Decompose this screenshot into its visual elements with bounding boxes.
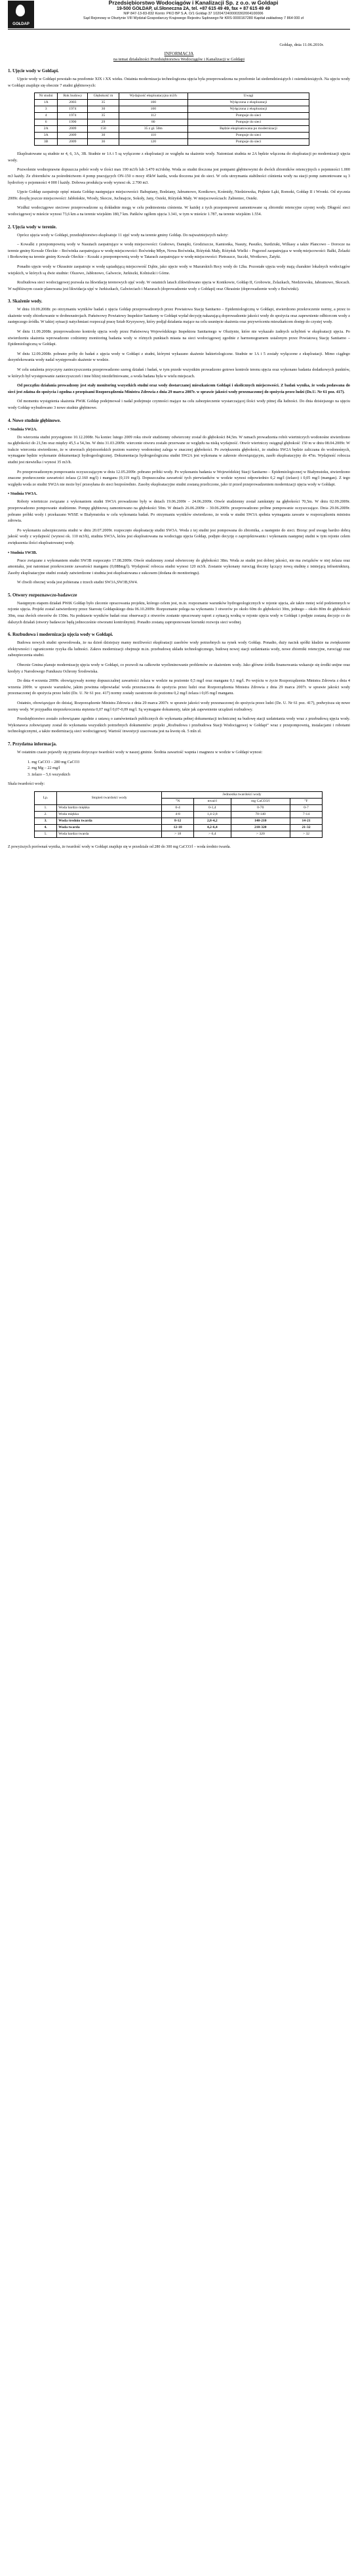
table-cell: > 320 bbox=[231, 831, 290, 837]
paragraph: Oprócz ujęcia wody w Gołdapi, przedsiębiorstwo eksploatuje 11 ujęć wody na terenie gminy Gołdap. Do najważniejszych należy: bbox=[17, 232, 229, 238]
table-cell: 150 bbox=[88, 126, 119, 133]
table-row bbox=[35, 119, 309, 126]
table-row bbox=[35, 113, 309, 119]
well-subheading: • Studnia SW2A. bbox=[8, 426, 37, 432]
table-cell: Będzie eksploatowana po modernizacji bbox=[188, 126, 309, 133]
section-heading: 6. Rozbudowa i modernizacja ujęcia wody w Gołdapi. bbox=[8, 632, 113, 638]
table-cell: 0-7 bbox=[290, 804, 323, 811]
letterhead-text bbox=[39, 0, 347, 21]
table-cell: Pompuje do sieci bbox=[188, 133, 309, 139]
table-cell: Pompuje do sieci bbox=[188, 119, 309, 126]
table-cell: 4-8 bbox=[162, 811, 194, 818]
table-cell: 1. bbox=[35, 804, 57, 811]
table-cell: 70-140 bbox=[231, 811, 290, 818]
table-header-cell: °N bbox=[162, 798, 194, 804]
letterhead bbox=[8, 0, 350, 30]
paragraph: Następnym etapem działań PWiK Gołdap było zlecenie opracowania projektu, którego celem jest, m.in. rozpoznanie warunków hydrogeologicznych w rejonie ujęcia, ale także mniej wód podziemnych w rejonie ujęcia. Projekt został zatwierdzony przez Starostę Gołdapskiego dnia 06.10.2009r. Rozpoznanie polega na wykonaniu 3 otworów po około 60m do głębokości 30m, jednego – około 80m do głębokości 30m, oraz dwóch otworów do 150m. Na podstawie wyników badań oraz obserwacji z otworów zostanie opracowany raport z sytuacją wodną w rejonie ujęcia wody w Gołdapi i podjęte zostaną decyzje co do dalszych działań (otwory badawcze będą jednocześnie otworami kontrolnymi). Ponadto zostaną zaproponowane kierunki rozwoju sieci wodnej. bbox=[8, 600, 350, 625]
table-cell: > 18 bbox=[162, 831, 194, 837]
section-heading: 3. Skażenie wody. bbox=[8, 299, 43, 304]
table-cell: 3B bbox=[35, 139, 58, 146]
table-cell: Wyłączona z eksploatacji bbox=[188, 100, 309, 106]
table-header-cell: Rok budowy bbox=[58, 93, 88, 100]
paragraph: Ujęcie Gołdap zaopatruje opięć miasta Gołdap następujące miejscowości: Babupiany, Bodziany, Jabramowo, Konikowo, Kośmidy, Niedziewska, Pięknie Łąki, Romoki, Gołdap II i Wronki. Od stycznia 2009r. dosyłę jeszcze miejscowości: Jabłońskie, Wiosły, Skocze, Juchnajcie, Sokoły, Jany, Osieki, Różyńsk Mały. W miejscowościach: Żabieniec, Osieki. bbox=[8, 190, 350, 201]
table-cell: 3A bbox=[35, 133, 58, 139]
paragraph: Ujęcie wody w Gołdapi powstało na przełomie XIX i XX wieku. Ostatnia modernizacja technologiczna ujęcia była przeprowadzona na przełomie lat siedemdziesiątych i osiemdziesiątych. Na ujęciu wody w Gołdapi znajduje się obecnie 7 studni głębinowych: bbox=[8, 77, 350, 88]
table-header-cell: Wydajność eksploatacyjna m3/h bbox=[119, 93, 187, 100]
document-title: INFORMACJA bbox=[164, 51, 194, 56]
document-page bbox=[8, 0, 350, 850]
wells-table bbox=[34, 93, 309, 146]
table-cell: 140-210 bbox=[231, 818, 290, 824]
table-cell: 2009 bbox=[58, 139, 88, 146]
table-cell: 30 bbox=[88, 133, 119, 139]
company-name: Przedsiębiorstwo Wodociągów i Kanalizacji Sp. z o.o. w Goldapi bbox=[108, 0, 279, 6]
paragraph: W dniu 10.09.2008r. po otrzymaniu wyników badań z ujęcia Gołdap przeprowadzonych przez Powiatowa Stację Sanitarno – Epidemiologiczną w Gołdapi, stwierdzono przekroczenie normy, a przez to skażenie wody zbiorkowanie w drobnoustrojach. Państwowy Powiatowy Inspektor Sanitarny w Gołdapi wydał decyzję nakazującą doprowadzenie jakości wody do spożycia oraz zapewnienie odbiorcom wody z zastępczego źródła. W takiej sytuacji natychmiast rozpoczął pracę Sztab Kryzysowy, który podjął działania mające na celu usunięcie skażenia oraz przywróceniu mieszkańcom dostęp do czystej wody. bbox=[8, 307, 350, 325]
table-cell: 3 bbox=[35, 106, 58, 113]
table-cell: 2009 bbox=[58, 133, 88, 139]
table-cell: 35 bbox=[88, 113, 119, 119]
company-register: Sąd Rejonowy w Olsztynie VIII Wydział Gospodarczy Krajowego Rejestru Sądowego Nr KRS 0000167280 Kapitał zakładowy 7 864 000 zł bbox=[83, 16, 304, 20]
measurement-list: 1. mg CaCO3 – 280 mg CaCO3 2. mg Mg – 22 mg/l 3. żelazo – 5,6 wszystkich bbox=[28, 759, 80, 777]
table-header-cell: mg CaCO3/l bbox=[231, 798, 290, 804]
table-cell: 112 bbox=[119, 113, 187, 119]
paragraph: W dniu 12.09.2008r. pobrano próby do badań z ujęcia wody w Gołdapi z studni, którymi wykazano skażenie bakteriologiczne. Studnie nr 1A i 5 zostały wyłączone z eksploatacji. Mimo ciągłego dezynfekowania wody nadal występowało skażenie w wodzie. bbox=[8, 351, 350, 363]
table-cell: Woda bardzo twarda bbox=[57, 831, 162, 837]
table-cell: 1974 bbox=[58, 113, 88, 119]
table-cell: 2. bbox=[35, 811, 57, 818]
table-cell: 35 z gł. 50m bbox=[119, 126, 187, 133]
table-row bbox=[35, 100, 309, 106]
table-row bbox=[35, 106, 309, 113]
document-subtitle: na temat działalności Przedsiębiorstwa Wodociągów i Kanalizacji w Gołdapi bbox=[113, 57, 245, 62]
table-cell: 1974 bbox=[58, 106, 88, 113]
table-cell: 4,2-6,4 bbox=[194, 824, 231, 831]
table-cell: 1A bbox=[35, 100, 58, 106]
table-cell: 14-21 bbox=[290, 818, 323, 824]
table-cell: Woda twarda bbox=[57, 824, 162, 831]
table-cell: 2009 bbox=[58, 126, 88, 133]
table-cell: Wyłączona z eksploatacji bbox=[188, 106, 309, 113]
scale-label: Skala twardości wody: bbox=[8, 781, 45, 787]
table-row-highlighted bbox=[35, 818, 323, 824]
table-header-cell: Jednostka twardości wody bbox=[162, 791, 323, 798]
section-heading: 2. Ujęcia wody w terenie. bbox=[8, 224, 57, 230]
section-heading: 5. Otwory rozpoznawczo-badawcze bbox=[8, 592, 77, 598]
table-row bbox=[35, 831, 323, 837]
water-hardness-table bbox=[34, 791, 323, 838]
table-cell: 120 bbox=[119, 139, 187, 146]
table-cell: 2A bbox=[35, 126, 58, 133]
table-cell: Pompuje do sieci bbox=[188, 139, 309, 146]
table-cell: 0-4 bbox=[162, 804, 194, 811]
table-cell: 0-70 bbox=[231, 804, 290, 811]
paragraph: Od momentu wystąpienia skażenia PWiK Gołdap podejmował i nadal podejmuje czynności mające na celu zabezpieczenie wystarczającej ilości wody pitnej dla ludności. Do dnia dzisiejszego na ujęciu wody Gołdap wybudowano 3 nowe studnie głębinowe. bbox=[8, 399, 350, 410]
table-cell: 80 bbox=[119, 119, 187, 126]
table-header-cell: mval/l bbox=[194, 798, 231, 804]
table-header-cell: Lp. bbox=[35, 791, 57, 804]
table-cell: Woda miękka bbox=[57, 811, 162, 818]
table-header-cell: Nr studni bbox=[35, 93, 58, 100]
table-header-row bbox=[35, 791, 323, 798]
paragraph: Ostatnio, obowiązujące do dzisiaj, Rozporządzenie Ministra Zdrowia z dnia 29 marca 2007r. w sprawie jakości wody przeznaczonej do spożycia przez ludzi (Dz. U. Nr 61 poz. 417), podwyższa się nowe normy wody. W przypadku nieprzekroczenia stężenia 0,07 mg/l 0,07-0,09 mg/l. Są wymagane dokumenty, takie jak zapewnienie urządzeń rozbudowy. bbox=[8, 701, 350, 712]
table-row bbox=[35, 126, 309, 133]
table-cell: 2003 bbox=[58, 100, 88, 106]
paragraph: Roboty wiertnicze związane z wykonaniem studni SW3A prowadzone były w dniach 19.06.2009r – 24.06.2009r. Otwór studzienny został zamknięty na głębokości 70,5m. W dniu 02.09.2009r. przeprowadzono pompowanie studzienne. Pompę głębinową zamontowano na głębokości 50m. W dniach 26.06.2009r – 30.06.2009r. przeprowadzono próbne pompowanie oczyszczające. Dnia 29.06.2009r. pobrano próbki wody i przekazano WSSE w Białymstoku w celu wykonania badań. Po otrzymaniu wyników stwierdzono, że woda w studni SW3A spełnia wymagania zawarte w rozporządzeniu ministra zdrowia. bbox=[8, 499, 350, 524]
table-row bbox=[35, 811, 323, 818]
table-cell: 35 bbox=[88, 100, 119, 106]
table-cell: > 32 bbox=[290, 831, 323, 837]
paragraph: Prace związane z wykonaniem studni SW3B rozpoczęto 17.08.2009r. Otwór studzienny został odwiercony do głębokości 38m. Woda ze studni jest dobrej jakości, nie ma związków w niej żelaza oraz amoniaku, jest natomiast przekroczenie zawartości manganu (0,088mg/l). Wydajność robocza studni wynosi 120 m3/h. Zostanie wykonany rurociąg tłoczny łączący nową studnię z istniejącą infrastrukturą. Zasoby eksploatacyjne studni zostały zatwierdzone i studnia jest eksploatowana z sukcesem (dodana do monitoringu). bbox=[8, 558, 350, 575]
paragraph: Do dnia 4 wrzenia 2009r. obowiązywały normy dopuszczalnej zawartości żelaza w wodzie na poziomie 0,5 mg/l oraz manganu 0,1 mg/l. Po wejściu w życie Rozporządzenia Ministra Zdrowia z dnia 4 wrzenia 2009r. w sprawie warunków, jakim powinna odpowiadać woda przeznaczona do spożycia przez ludzi oraz Rozporządzenia Ministra Zdrowia z dnia 29 marca 2007r. w sprawie jakości wody przeznaczonej do spożycia przez ludzi (Dz. U. Nr 61 poz. 417) normy zostały zaostrzone do poziomu 0,2 mg/l żelaza i 0,05 mg/l manganu. bbox=[8, 678, 350, 696]
paragraph: W chwili obecnej woda jest pobierana z trzech studni SW3A,SW3B,SW4. bbox=[17, 580, 138, 585]
table-cell: 100 bbox=[119, 100, 187, 106]
paragraph: Po przeprowadzonym pompowaniu oczyszczającym w dniu 12.05.2009r. pobrano próbki wody. Po wykonaniu badania w Wojewódzkiej Stacji Sanitarno – Epidemiologicznej w Białymstoku, stwierdzono znaczne przekroczenie zawartości żelaza (2.160 mg/l) i manganu (0,119 mg/l). Dopuszczalna zawartość tych pierwiastków w wodzie wynosi odpowiednio 0,2 mg/l (żelazo) i 0,05 mg/l (mangan). Z tego względu woda ze studni SW2A nie może być przesyłana do sieci bezpośrednio. Zasoby eksploatacyjne studni zostaną przeliczone, jako iż przed przeprowadzeniem modernizacji ujęcia wody w Gołdapi. bbox=[8, 469, 350, 487]
table-cell: Woda bardzo miękka bbox=[57, 804, 162, 811]
table-cell: 5. bbox=[35, 831, 57, 837]
paragraph: Eksploatowane są studnie nr 4, 6, 3A, 3B. Studnie nr 1A i 5 są wyłączone z eksploatacji ze względu na skażenie wody. Natomiast studnia nr 2A będzie włączona do eksploatacji po modernizacji ujęcia wody. bbox=[8, 152, 350, 163]
paragraph: W dniu 11.09.2008r. przeprowadzono kontrolę ujęcia wody przez Państwową Wojewódzkiego Inspektora Sanitarnego w Olsztynie, które nie wykazało żadnych uchybień w eksploatacji ujęcia. Po stwierdzeniu skażenia wprowadzono codzienny monitoring badania wody w różnych punktach miasta na sieci wodociągowej zgodnie z harmonogramem ustalonym przez Powiatową Stację Sanitarno – Epidemiologiczną w Gołdapi. bbox=[8, 329, 350, 347]
table-cell: Pompuje do sieci bbox=[188, 113, 309, 119]
logo-text: GOŁDAP bbox=[12, 22, 30, 26]
table-cell: 4. bbox=[35, 824, 57, 831]
table-row bbox=[35, 804, 323, 811]
table-cell: 8-12 bbox=[162, 818, 194, 824]
paragraph: W ostatnim czasie pojawiły się pytania dotyczące twardości wody w naszej gminie. Średnia zawartość wapnia i magnezu w wodzie w Gołdapi wynosi: bbox=[17, 749, 263, 755]
table-cell: 2,8-4,2 bbox=[194, 818, 231, 824]
well-subheading: • Studnia SW3A. bbox=[8, 491, 37, 497]
table-row bbox=[35, 139, 309, 146]
document-date: Gołdap, dnia 11.06.2010r. bbox=[279, 43, 324, 47]
paragraph: Przedsiębiorstwo zostało zobowiązane zgodnie z ustawą o zamówieniach publicznych do wykonania pełnej dokumentacji technicznej na budowę stacji uzdatniania wody wraz z przebudową ujęcia wody. Wykonawca zobowiązany został do wykonania wszystkich potrzebnych dokumentów: projekt „Rozbudowa i przebudowa Stacji Wodociągowej w Gołdapi” wraz z przepompownią, instalacjami i robotami technologicznymi, a także modernizacją sieci wodociągowej. Wartość inwestycji szacowana jest na kwotę ok. 5 mln zł. bbox=[8, 717, 350, 734]
paragraph: Po wykonaniu zabezpieczenia studni w dniu 20.07.2009r. rozpoczęto eksploatację studni SW3A. Woda z tej studni jest pompowana do zbiornika, a następnie do sieci. Biorąc pod uwagę bardzo dobrą jakość wody z wydajność (wynosi ok. 110 m3/h), studnia SW3A, która jest eksploatowana na wodociągu ujęcia Gołdap, podjęto decyzję o zaprojektowaniu i wykonaniu następnej studni w tym rejonie celem zwiększenia ilości eksploatowanej wody. bbox=[8, 528, 350, 545]
table-header-cell: °F bbox=[290, 798, 323, 804]
table-cell: 6 bbox=[35, 119, 58, 126]
table-cell: Woda średnio twarda bbox=[57, 818, 162, 824]
table-cell: 110 bbox=[119, 133, 187, 139]
table-cell: 36 bbox=[88, 139, 119, 146]
table-cell: 7-14 bbox=[290, 811, 323, 818]
table-cell: 0-1,4 bbox=[194, 804, 231, 811]
table-cell: 30 bbox=[88, 106, 119, 113]
table-cell: 4 bbox=[35, 113, 58, 119]
paragraph: Wzdłuż wodociągowe sieciowe przeprowadzone są dokładnie mogą w celu podniesienia ciśnienia. W każdej z tych przepompowni zamontowane są zbiorniki retencyjne czystej wody. Długość sieci wodociągowej w mieście wynosi 73,6 km a na terenie wiejskim 180,7 km. Pańków ogółem ujęcia 3.341, w tym w mieście 1.787, na terenie wiejskim 1.554. bbox=[8, 205, 350, 217]
table-header-cell: Głębokość m bbox=[88, 93, 119, 100]
paragraph: Budowa nowych studni spowodowała, że na dzień dzisiejszy mamy możliwości eksploatacji zasobów wody potrzebnych na rynek wody Gołdap. Ponadto, duży nacisk spółki kładzie na zwiększenie efektywności i ograniczenie ryzyka dla ludności. Zakres modernizacji obejmuje m.in. przebudowę układu technologicznego, budowę nowej stacji uzdatniania wody, nowe zbiorniki retencyjne, rurociągi oraz zabezpieczenia studni. bbox=[8, 640, 350, 658]
well-subheading: • Studnia SW3B. bbox=[8, 550, 37, 555]
table-header-row bbox=[35, 93, 309, 100]
table-cell: 210-320 bbox=[231, 824, 290, 831]
paragraph: Pozwolenie wodnoprawne dopuszcza pobór wody w ilości max 190 m3/h lub 3.470 m3/dobę. Woda ze studni tłoczona jest pompami głębinowymi do dwóch zbiorników retencyjnych o pojemności 1.000 m3 każdy. Ze zbiorników za pośrednictwem 4 pomp pracujących ON-150 o mocy 45kW każda, woda tłoczona jest do sieci. W celu utrzymania stabilności ciśnienia wody na stacji pomp zamontowane są 3 hydrofory o pojemności 4 000 l każdy. Dobowa produkcja wody wynosi ok. 2.700 m3. bbox=[8, 167, 350, 185]
paragraph: Ponadto ujęcie wody w Okrasinie zaopatruje w wodę sąsiadującą miejscowość Dąbie, jako ujęcie wody w Mazurskich Recy wody do 12ha. Pozostałe ujęcia wody mają charakter lokalnych wodociągów wiejskich, w których są dwie studnie: Olszewo, Jabłonowo, Galwecie, Jurkiszki, Kolniszki i Górne. bbox=[8, 264, 350, 276]
table-row bbox=[35, 133, 309, 139]
table-cell: 100 bbox=[119, 106, 187, 113]
paragraph: Obecnie Gmina planuje modernizację ujęcia wody w Gołdapi, co pozwoli na całkowite wyeliminowanie problemów ze skażeniem wody. Jako główne źródła finansowania wskazuje się środki unijne oraz kredyty z Narodowego Funduszu Ochrony Środowiska. bbox=[8, 663, 350, 674]
table-header-cell: Stopień twardości wody bbox=[57, 791, 162, 804]
table-header-cell: Uwagi bbox=[188, 93, 309, 100]
table-cell: 3. bbox=[35, 818, 57, 824]
company-logo bbox=[8, 1, 34, 28]
section-heading: 1. Ujęcie wody w Gołdapi. bbox=[8, 68, 59, 73]
section-heading: 4. Nowe studnie głębinowe. bbox=[8, 417, 61, 423]
table-row-highlighted bbox=[35, 824, 323, 831]
paragraph: – Kowalki z przepompownią wody w Nasutach zaopatrujące w wodę miejscowości: Grabowo, Danupki, Grodziszcze, Kamionka, Nasuty, Pasuiko, Surdziuki, Wilkasy a także Plancowo – Dorocze na terenie gminy Kowale Oleckie – Boćwinka zaopatrująca w wodę miejscowości: Boćwinkę Młyn, Nowa Boćwinka, Różyńsk Mały, Różyńsk Wielki – Pogorzel zaopatrująca w wodę miejscowości: Bałki, Żelazki i Borkowinę na terenie gminy Kowale Oleckie – Kozaki z przepompownią wody w Tatarach zaopatrujące w wodę miejscowości: Pietraszce, Suczki, Wrotkowo, Żatyki. bbox=[8, 242, 350, 260]
paragraph: Do wiercenia studni przystąpiono 10.12.2008r. Na koniec lutego 2009 roku otwór studzienny odwiercony został do głębokości 84,5m. W ramach prowadzenia robót wiertniczych wodonośne stwierdzono na głębokości do 21,5m oraz między 45,5 a 54,3m. W dniu 31.03.2009r. wiercenie otworu zostało przerwane ze względu na niską wydajność. Otwór wiertniczy osiągnął głębokość 150 m w dniu 08.04.2009r. W trakcie wiercenia stwierdzono, że w utworach plejstoceńskich poziom warstwy wodonośnej zalega w znacznej głębokości. Po zwiększeniu głębokości, że studnia SW2A będzie zaliczana do wodonośnych, wymagane będzie wykonanie dokumentacji hydrogeologicznej. Dokumentacja hydrogeologiczna studni SW2A jest wykonana w zakresie obowiązującym, zasób eksploatacyjny do 47m. Wydajność robocza studni jest niewielka i wynosi 35 m3/h. bbox=[8, 434, 350, 465]
company-address: 19-500 GOŁDAP, ul.Słoneczna 2A, tel. +87 615 49 49, fax + 87 615 49 49 bbox=[116, 7, 271, 11]
paragraph-bold: Od początku działania prowadzony jest stały monitoring wszystkich studni oraz wody dostarczanej mieszkańcom Gołdapi i okolicznych miejscowości. Z badań wynika, że woda podawana do sieci jest zdatna do spożycia i zgodna z przepisami Rozporządzenia Ministra Zdrowia z dnia 29 marca 2007r. w sprawie jakości wody przeznaczonej do spożycia przez ludzi (Dz.U. Nr 61 poz. 417). bbox=[8, 383, 350, 394]
paragraph: Rozbudowa sieci wodociągowej pozwala na likwidację terenowych ujęć wody. W ostatnich latach zlikwidowano ujęcia w Konikowie, Gołdap II, Grobowie, Żelazkach, Niedziewsku, Jabramowo, Skocach. W najbliższym czasie planowana jest likwidacja ujęć w Jurkiszkach, Galwieciach i Mazurach (doprowadzenie wody z Gołdapi) oraz Okrasinie (doprowadzenie wody z Boćwinki). bbox=[8, 280, 350, 291]
table-cell: 21-32 bbox=[290, 824, 323, 831]
water-drop-icon bbox=[16, 5, 25, 16]
section-heading: 7. Przydatna informacja. bbox=[8, 741, 57, 747]
table-cell: 29 bbox=[88, 119, 119, 126]
paragraph: W celu ustalenia przyczyny zanieczyszczenia przeprowadzono szereg działań i badań, w tym przede wszystkim prowadzono gotowe kontrole terenu ujęcia oraz wykonano badania dodatkowych punktów, w których był występowanie zanieczyszczeń i inne bliżej niezdefiniowane, a woda badana była w wielu miejscach. bbox=[8, 367, 350, 379]
company-ids: NIP 847-13-83-832 Konto: PKO BP S.A. O/1 Goldap 37 1020472400003302004100006 bbox=[123, 12, 264, 16]
table-cell: 12-18 bbox=[162, 824, 194, 831]
table-cell: > 6,4 bbox=[194, 831, 231, 837]
footnote: Z powyższych porównań wynika, że twardość wody w Gołdapi znajduje się w przedziale od 280 do 300 mg CaCO3/l – woda średnio twarda. bbox=[8, 844, 231, 849]
table-cell: 1990 bbox=[58, 119, 88, 126]
table-cell: 1,4-2,8 bbox=[194, 811, 231, 818]
